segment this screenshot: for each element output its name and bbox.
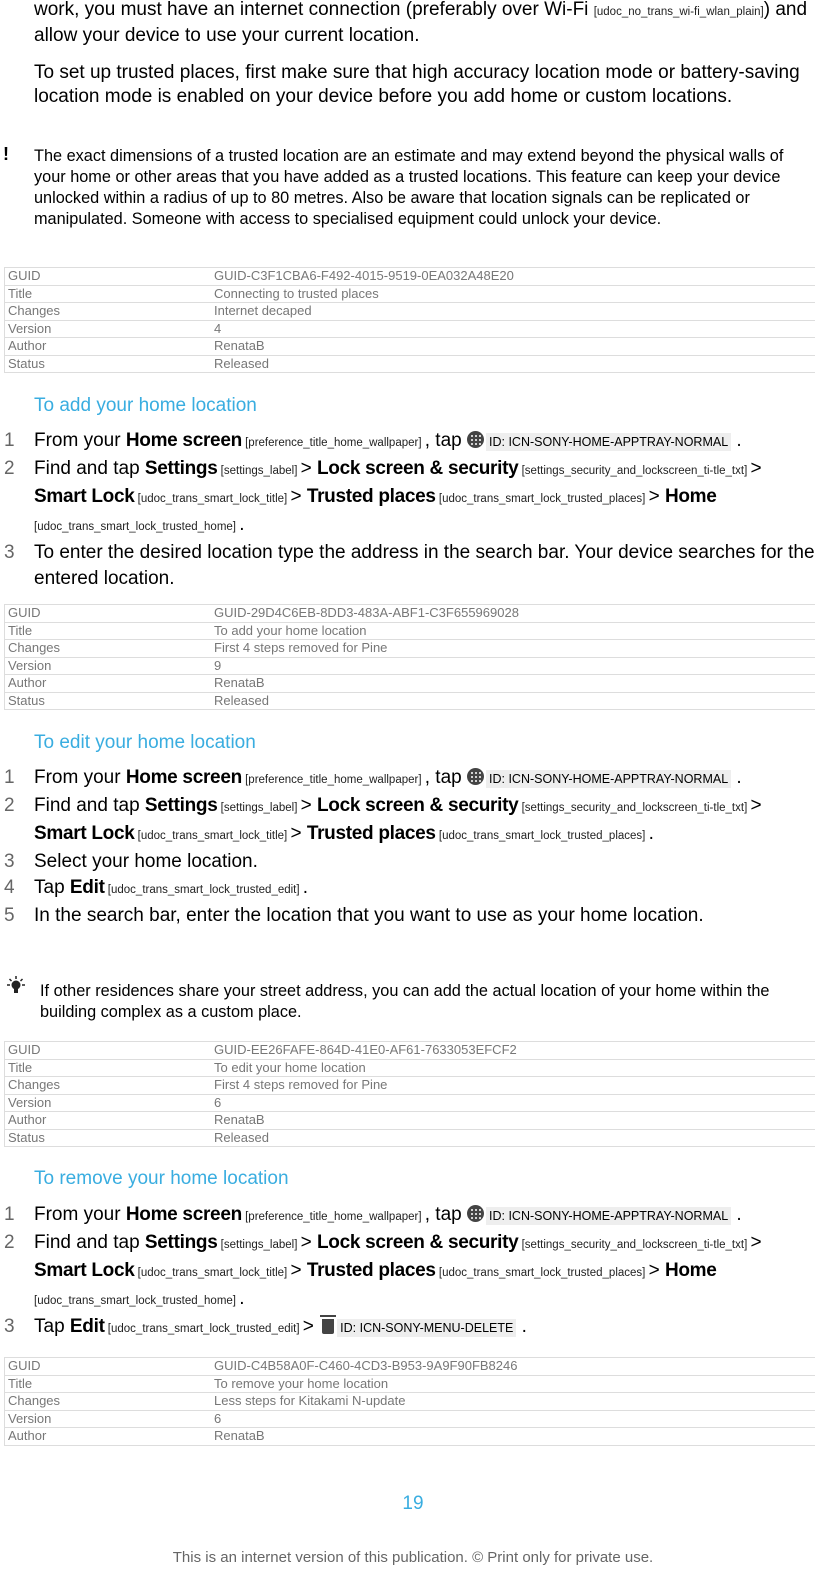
meta-value: GUID-29D4C6EB-8DD3-483A-ABF1-C3F655969028 (211, 605, 815, 623)
string-id-tag: [udoc_trans_smart_lock_title] (134, 830, 291, 842)
ui-element-name: Home (664, 1260, 717, 1281)
meta-value: To add your home location (211, 622, 815, 640)
ui-element-name: Trusted places (306, 823, 436, 844)
trash-icon (322, 1319, 334, 1334)
step-item (4, 875, 818, 903)
table-row (5, 1410, 816, 1428)
icon-id-label: ID: ICN-SONY-MENU-DELETE (337, 1319, 516, 1337)
step-text: work, you must have an internet connection (preferably over Wi-Fi (34, 0, 594, 20)
string-id-tag: [udoc_trans_smart_lock_trusted_home] (34, 521, 240, 533)
inline-icon-reference[interactable] (319, 1316, 516, 1337)
meta-key: GUID (5, 605, 212, 623)
meta-value: RenataB (211, 1112, 815, 1130)
meta-value: GUID-C4B58A0F-C460-4CD3-B953-9A9F90FB8246 (211, 1358, 815, 1376)
step-item (4, 1314, 818, 1342)
table-row (5, 1393, 816, 1411)
meta-key: Title (5, 622, 212, 640)
table-row (5, 338, 816, 356)
step-text: . (731, 1204, 742, 1225)
table-row (5, 285, 816, 303)
meta-key: GUID (5, 1358, 212, 1376)
step-text: > (290, 486, 307, 507)
table-row (5, 622, 816, 640)
step-item (4, 765, 818, 793)
step-number: 5 (4, 905, 15, 926)
step-text: > (750, 1232, 762, 1253)
ui-element-name: Smart Lock (34, 1260, 135, 1281)
step-item (4, 1202, 818, 1230)
step-text: > (750, 458, 762, 479)
step-item (4, 793, 818, 849)
meta-key: Status (5, 1129, 212, 1147)
meta-value: Connecting to trusted places (211, 285, 815, 303)
app-tray-icon (467, 768, 484, 785)
table-row (5, 1375, 816, 1393)
ui-element-name: Edit (69, 1316, 105, 1337)
warning-note-text: The exact dimensions of a trusted location are an estimate and may extend beyond the physical walls of your home or other areas that you have added as a trusted locations. This feature can keep your device unlocked within a radius of up to 80 metres. Also be aware that location signals can be replicated or manipulated. Someone with access to specialised equipment could unlock your device. (34, 147, 784, 228)
step-number: 3 (4, 1316, 15, 1337)
string-id-tag: [udoc_trans_smart_lock_trusted_places] (435, 493, 649, 505)
step-item (4, 903, 818, 929)
table-row (5, 1358, 816, 1376)
steps-remove (4, 1202, 818, 1342)
string-id-tag: [settings_security_and_lockscreen_ti-tle_txt] (518, 465, 751, 477)
ui-element-name: Lock screen & security (316, 1232, 519, 1253)
step-text: > (290, 1260, 307, 1281)
meta-key: GUID (5, 1042, 212, 1060)
string-id-tag: [settings_label] (217, 465, 301, 477)
step-text: From your (34, 430, 126, 451)
string-id-tag: [udoc_trans_smart_lock_title] (134, 1267, 291, 1279)
step-text: > (750, 795, 762, 816)
ui-element-name: Trusted places (306, 486, 436, 507)
string-id-tag: [udoc_trans_smart_lock_trusted_edit] (104, 884, 303, 896)
icon-id-label: ID: ICN-SONY-HOME-APPTRAY-NORMAL (486, 1207, 731, 1225)
meta-key: Author (5, 338, 212, 356)
meta-value: Released (211, 1129, 815, 1147)
meta-key: Version (5, 657, 212, 675)
meta-value: GUID-EE26FAFE-864D-41E0-AF61-7633053EFCF2 (211, 1042, 815, 1060)
table-row (5, 303, 816, 321)
step-text: From your (34, 767, 126, 788)
table-row (5, 692, 816, 710)
page-number: 19 (402, 1493, 424, 1514)
string-id-tag: [preference_title_home_wallpaper] (241, 774, 425, 786)
step-text: ) and allow your device to use your current location. (34, 0, 808, 46)
string-id-tag: [udoc_no_trans_wi-fi_wlan_plain] (593, 6, 764, 18)
step-item (4, 1230, 818, 1314)
intro-paragraph-2: To set up trusted places, first make sure that high accuracy location mode or battery-saving location mode is enabled on your device before you add home or custom locations. (34, 62, 800, 107)
ui-element-name: Smart Lock (34, 823, 135, 844)
string-id-tag: [udoc_trans_smart_lock_trusted_places] (435, 830, 649, 842)
section-heading-remove: To remove your home location (34, 1168, 289, 1189)
table-row (5, 1042, 816, 1060)
inline-icon-reference[interactable] (467, 1204, 731, 1225)
meta-key: Changes (5, 640, 212, 658)
table-row (5, 640, 816, 658)
step-text: . (516, 1316, 527, 1337)
step-text: > (290, 823, 307, 844)
step-text: . (731, 430, 742, 451)
meta-value: Internet decaped (211, 303, 815, 321)
meta-value: Less steps for Kitakami N-update (211, 1393, 815, 1411)
tip-text: If other residences share your street address, you can add the actual location of your home within the building complex as a custom place. (40, 982, 770, 1021)
meta-key: Changes (5, 303, 212, 321)
step-item (4, 456, 818, 540)
string-id-tag: [udoc_trans_smart_lock_trusted_edit] (104, 1323, 303, 1335)
inline-icon-reference[interactable] (467, 767, 731, 788)
step-number: 2 (4, 458, 15, 479)
table-row (5, 1129, 816, 1147)
intro-paragraph-1 (34, 0, 818, 48)
string-id-tag: [udoc_trans_smart_lock_trusted_places] (435, 1267, 649, 1279)
meta-key: Status (5, 692, 212, 710)
step-text: From your (34, 1204, 126, 1225)
table-row (5, 1077, 816, 1095)
ui-element-name: Smart Lock (34, 486, 135, 507)
meta-key: Version (5, 320, 212, 338)
step-number: 2 (4, 795, 15, 816)
meta-value: GUID-C3F1CBA6-F492-4015-9519-0EA032A48E20 (211, 268, 815, 286)
step-number: 3 (4, 851, 15, 872)
steps-add (4, 428, 818, 592)
step-number: 1 (4, 767, 15, 788)
string-id-tag: [preference_title_home_wallpaper] (241, 437, 425, 449)
string-id-tag: [udoc_trans_smart_lock_trusted_home] (34, 1295, 240, 1307)
meta-value: First 4 steps removed for Pine (211, 640, 815, 658)
step-text: Find and tap (34, 795, 145, 816)
exclamation-icon: ! (3, 144, 9, 164)
ui-element-name: Home screen (125, 767, 242, 788)
step-number: 1 (4, 430, 15, 451)
meta-key: Title (5, 1059, 212, 1077)
step-text: , tap (424, 767, 467, 788)
table-row (5, 657, 816, 675)
step-text: . (302, 877, 309, 898)
step-item (4, 540, 818, 592)
lightbulb-icon (4, 975, 28, 999)
ui-element-name: Home screen (125, 1204, 242, 1225)
step-text: To enter the desired location type the address in the search bar. Your device searches for the entered location. (34, 542, 815, 589)
table-row (5, 605, 816, 623)
meta-value: RenataB (211, 1428, 815, 1446)
step-text: > (300, 458, 317, 479)
step-number: 3 (4, 542, 15, 563)
metadata-table (4, 604, 815, 710)
ui-element-name: Lock screen & security (316, 795, 519, 816)
ui-element-name: Settings (144, 1232, 218, 1253)
step-text: , tap (424, 430, 467, 451)
string-id-tag: [settings_security_and_lockscreen_ti-tle_txt] (518, 802, 751, 814)
step-text: > (302, 1316, 320, 1337)
meta-key: Version (5, 1094, 212, 1112)
step-text: Tap (34, 877, 70, 898)
step-text: Find and tap (34, 458, 145, 479)
ui-element-name: Edit (69, 877, 105, 898)
table-row (5, 675, 816, 693)
meta-key: Title (5, 285, 212, 303)
string-id-tag: [settings_label] (217, 802, 301, 814)
table-row (5, 1059, 816, 1077)
string-id-tag: [settings_label] (217, 1239, 301, 1251)
meta-key: Status (5, 355, 212, 373)
step-text: Tap (34, 1316, 70, 1337)
meta-value: RenataB (211, 675, 815, 693)
inline-icon-reference[interactable] (467, 430, 731, 451)
app-tray-icon (467, 1205, 484, 1222)
ui-element-name: Lock screen & security (316, 458, 519, 479)
footer-notice: This is an internet version of this publication. © Print only for private use. (172, 1549, 654, 1566)
step-number: 4 (4, 877, 15, 898)
step-text: In the search bar, enter the location that you want to use as your home location. (34, 905, 704, 926)
meta-key: Changes (5, 1077, 212, 1095)
meta-value: 9 (211, 657, 815, 675)
step-text: . (648, 823, 654, 844)
meta-value: Released (211, 355, 815, 373)
step-text: . (239, 514, 245, 535)
string-id-tag: [preference_title_home_wallpaper] (241, 1211, 425, 1223)
metadata-table (4, 1357, 815, 1446)
steps-edit (4, 765, 818, 929)
step-number: 1 (4, 1204, 15, 1225)
step-text: > (648, 1260, 665, 1281)
app-tray-icon (467, 431, 484, 448)
warning-note (3, 144, 818, 230)
step-number: 2 (4, 1232, 15, 1253)
meta-value: Released (211, 692, 815, 710)
meta-value: RenataB (211, 338, 815, 356)
meta-key: Version (5, 1410, 212, 1428)
meta-value: 6 (211, 1410, 815, 1428)
tip-note (40, 981, 818, 1023)
metadata-table (4, 1041, 815, 1147)
string-id-tag: [udoc_trans_smart_lock_title] (134, 493, 291, 505)
meta-value: To remove your home location (211, 1375, 815, 1393)
ui-element-name: Settings (144, 458, 218, 479)
section-heading-edit: To edit your home location (34, 732, 256, 753)
metadata-table (4, 267, 815, 373)
ui-element-name: Home screen (125, 430, 242, 451)
icon-id-label: ID: ICN-SONY-HOME-APPTRAY-NORMAL (486, 770, 731, 788)
step-text: > (648, 486, 665, 507)
section-heading-add: To add your home location (34, 395, 257, 416)
meta-key: Author (5, 1112, 212, 1130)
meta-value: First 4 steps removed for Pine (211, 1077, 815, 1095)
meta-key: Changes (5, 1393, 212, 1411)
step-text: Select your home location. (34, 851, 258, 872)
ui-element-name: Home (664, 486, 717, 507)
step-item (4, 849, 818, 875)
table-row (5, 320, 816, 338)
meta-key: Title (5, 1375, 212, 1393)
string-id-tag: [settings_security_and_lockscreen_ti-tle_txt] (518, 1239, 751, 1251)
step-item (4, 428, 818, 456)
meta-key: Author (5, 675, 212, 693)
meta-key: GUID (5, 268, 212, 286)
ui-element-name: Trusted places (306, 1260, 436, 1281)
ui-element-name: Settings (144, 795, 218, 816)
meta-key: Author (5, 1428, 212, 1446)
step-text: . (731, 767, 742, 788)
meta-value: To edit your home location (211, 1059, 815, 1077)
table-row (5, 1094, 816, 1112)
table-row (5, 268, 816, 286)
step-text: > (300, 795, 317, 816)
step-text: . (239, 1288, 245, 1309)
step-text: Find and tap (34, 1232, 145, 1253)
table-row (5, 1112, 816, 1130)
step-text: , tap (424, 1204, 467, 1225)
table-row (5, 1428, 816, 1446)
meta-value: 4 (211, 320, 815, 338)
meta-value: 6 (211, 1094, 815, 1112)
icon-id-label: ID: ICN-SONY-HOME-APPTRAY-NORMAL (486, 433, 731, 451)
table-row (5, 355, 816, 373)
step-text: > (300, 1232, 317, 1253)
